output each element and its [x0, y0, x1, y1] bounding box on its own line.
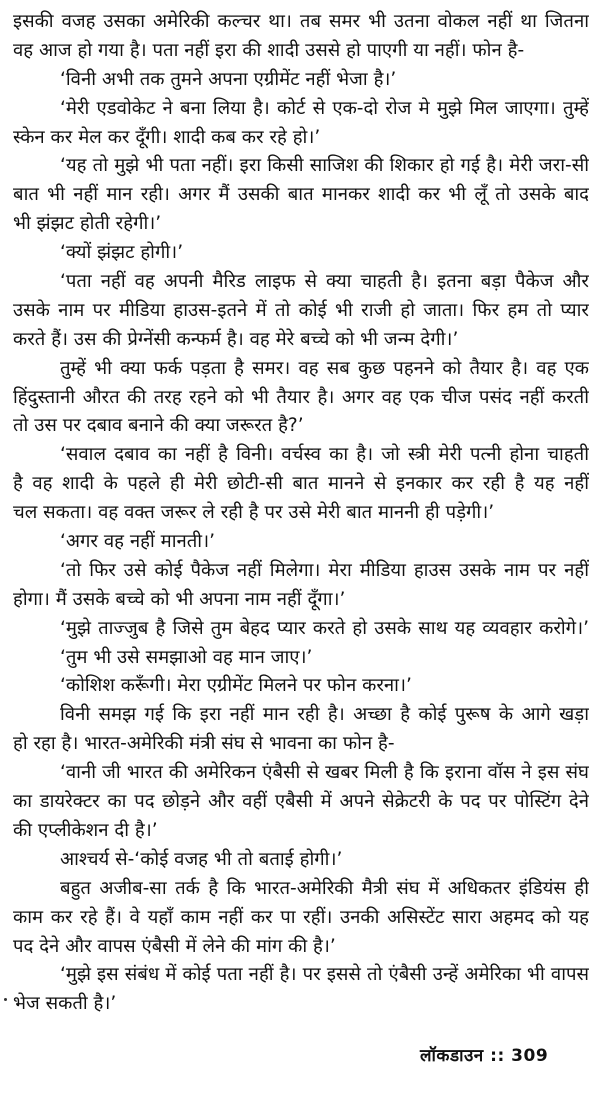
text-line: ‘कोशिश करूँगी। मेरा एग्रीमेंट मिलने पर फोन करना।’	[60, 675, 412, 697]
text-line: भेज सकती है।’	[13, 993, 117, 1015]
text-line: काम कर रहे हैं। वे यहाँ काम नहीं कर पा रहीं। उनकी असिस्टेंट सारा अहमद को यह	[13, 906, 589, 928]
text-line: भी झंझट होती रहेगी।’	[13, 213, 162, 235]
text-line: ‘मुझे ताज्जुब है जिसे तुम बेहद प्यार करते हो उसके साथ यह व्यवहार करोगे।’	[60, 617, 589, 639]
text-line: है वह शादी के पहले ही मेरी छोटी-सी बात मानने से इनकार कर रही है यह नहीं	[13, 473, 589, 495]
text-line: बात भी नहीं मान रही। अगर मैं उसकी बात मानकर शादी कर भी लूँ तो उसके बाद	[13, 184, 589, 206]
text-line: होगा। मैं उसके बच्चे को भी अपना नाम नहीं दूँगा।’	[13, 588, 346, 610]
text-line: का डायरेक्टर का पद छोड़ने और वहीं एबैसी में अपने सेक्रेटरी के पद पर पोस्टिंग देने	[13, 791, 589, 813]
text-line: ‘यह तो मुझे भी पता नहीं। इरा किसी साजिश की शिकार हो गई है। मेरी जरा-सी	[60, 155, 589, 177]
text-line: ‘क्यों झंझट होगी।’	[60, 242, 184, 264]
scan-speck	[4, 998, 7, 1001]
text-line: हो रहा है। भारत-अमेरिकी मंत्री संघ से भावना का फोन है-	[13, 733, 395, 755]
text-line: बहुत अजीब-सा तर्क है कि भारत-अमेरिकी मैत्री संघ में अधिकतर इंडियंस ही	[60, 877, 589, 899]
text-line: तो उस पर दबाव बनाने की क्या जरूरत है?’	[13, 415, 304, 437]
text-line: आश्चर्य से-‘कोई वजह भी तो बताई होगी।’	[60, 848, 343, 870]
text-line: चल सकता। वह वक्त जरूर ले रही है पर उसे मेरी बात माननी ही पड़ेगी।’	[13, 502, 495, 524]
text-line: इसकी वजह उसका अमेरिकी कल्चर था। तब समर भी उतना वोकल नहीं था जितना	[13, 11, 589, 32]
text-line: पद देने और वापस एंबैसी में लेने की मांग की है।’	[13, 935, 336, 957]
text-line: विनी समझ गई कि इरा नहीं मान रही है। अच्छा है कोई पुरूष के आगे खड़ा	[60, 704, 589, 726]
text-line: ‘अगर वह नहीं मानती।’	[60, 531, 215, 553]
text-line: वह आज हो गया है। पता नहीं इरा की शादी उससे हो पाएगी या नहीं। फोन है-	[13, 39, 525, 61]
text-line: ‘तुम भी उसे समझाओ वह मान जाए।’	[60, 646, 313, 668]
text-line: करते हैं। उस की प्रेग्नेंसी कन्फर्म है। वह मेरे बच्चे को भी जन्म देगी।’	[13, 328, 459, 350]
page-body	[13, 8, 589, 1019]
text-line: की एप्लीकेशन दी है।’	[13, 819, 158, 841]
text-line: हिंदुस्तानी औरत की तरह रहने को भी तैयार है। अगर वह एक चीज पसंद नहीं करती	[13, 386, 589, 408]
text-line: ‘मुझे इस संबंध में कोई पता नहीं है। पर इससे तो एंबैसी उन्हें अमेरिका भी वापस	[60, 964, 589, 986]
text-line: तुम्हें भी क्या फर्क पड़ता है समर। वह सब कुछ पहनने को तैयार है। वह एक	[60, 357, 589, 379]
text-line: ‘वानी जी भारत की अमेरिकन एंबैसी से खबर मिली है कि इराना वॉस ने इस संघ	[60, 762, 589, 784]
text-line: ‘तो फिर उसे कोई पैकेज नहीं मिलेगा। मेरा मीडिया हाउस उसके नाम पर नहीं	[60, 559, 589, 581]
text-line: ‘मेरी एडवोकेट ने बना लिया है। कोर्ट से एक-दो रोज मे मुझे मिल जाएगा। तुम्हें	[60, 97, 589, 119]
text-line: ‘सवाल दबाव का नहीं है विनी। वर्चस्व का है। जो स्त्री मेरी पत्नी होना चाहती	[60, 444, 589, 466]
text-line: स्केन कर मेल कर दूँगी। शादी कब कर रहे हो।’	[13, 126, 321, 148]
text-line: ‘पता नहीं वह अपनी मैरिड लाइफ से क्या चाहती है। इतना बड़ा पैकेज और	[60, 271, 589, 293]
text-line: उसके नाम पर मीडिया हाउस-इतने में तो कोई भी राजी हो जाता। फिर हम तो प्यार	[13, 299, 589, 321]
text-line: ‘विनी अभी तक तुमने अपना एग्रीमेंट नहीं भेजा है।’	[60, 68, 397, 90]
page-footer: लॉकडाउन :: 309	[420, 1046, 549, 1066]
